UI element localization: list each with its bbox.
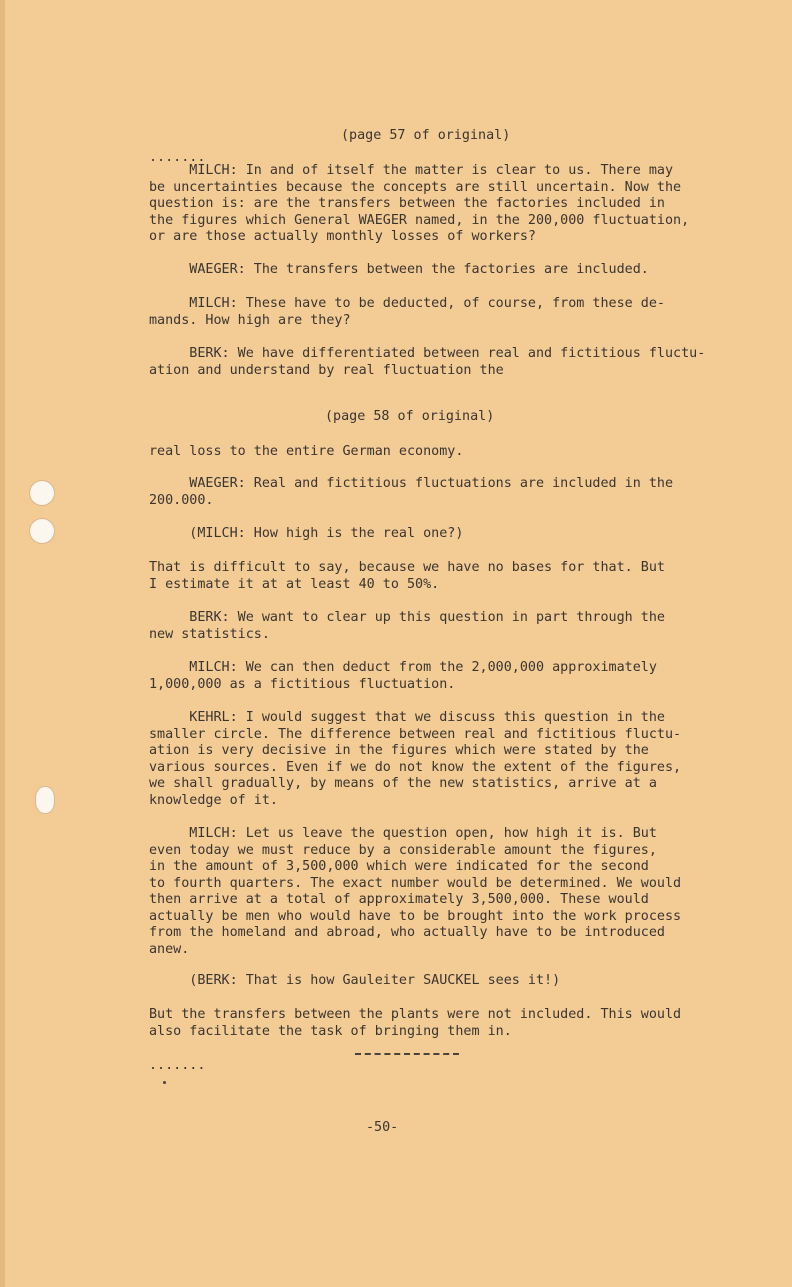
stray-mark xyxy=(163,1081,166,1084)
paragraph-milch-4: MILCH: Let us leave the question open, how high it is. But even today we must reduce by a considerable amount the figures, in the amount of 3,500,000 which were indicated for the second to fourth quarters. The exact number would be determined. We would then arrive at a total of approximately 3,500,000. These would actually be men who would have to be brought into the work process from the homeland and abroad, who actually have to be introduced anew. xyxy=(149,826,682,957)
paragraph-milch-2: MILCH: These have to be deducted, of course, from these de- mands. How high are they? xyxy=(149,296,665,328)
page-header-57: (page 57 of original) xyxy=(341,128,511,143)
paragraph-berk-2: BERK: We want to clear up this question in part through the new statistics. xyxy=(149,610,665,642)
paragraph-final: But the transfers between the plants were not included. This would also facilitate the task of bringing them in. xyxy=(149,1007,682,1039)
paragraph-kehrl: KEHRL: I would suggest that we discuss this question in the smaller circle. The difference between real and fictitious fluctu- ation is very decisive in the figures which were stated by the various sources. Even if we do not know the extent of the figures, we shall gradually, by means of the new statistics, arrive at a knowledge of it. xyxy=(149,710,682,808)
paragraph-berk-3: (BERK: That is how Gauleiter SAUCKEL sees it!) xyxy=(149,973,561,988)
ellipsis-bottom: ....... xyxy=(149,1058,206,1073)
paragraph-continuation: real loss to the entire German economy. xyxy=(149,444,464,459)
paragraph-milch-question: (MILCH: How high is the real one?) xyxy=(149,526,464,541)
paragraph-waeger-1: WAEGER: The transfers between the factories are included. xyxy=(149,262,649,277)
punch-hole xyxy=(29,518,55,544)
punch-hole xyxy=(35,786,55,814)
paragraph-berk-1: BERK: We have differentiated between real and fictitious fluctu- ation and understand by real fluctuation the xyxy=(149,346,706,378)
paragraph-answer: That is difficult to say, because we have no bases for that. But I estimate it at at least 40 to 50%. xyxy=(149,560,665,592)
ellipsis-top: ....... xyxy=(149,150,206,165)
page-number: -50- xyxy=(366,1120,399,1135)
page-header-58: (page 58 of original) xyxy=(325,409,495,424)
punch-hole xyxy=(29,480,55,506)
section-divider xyxy=(355,1053,459,1055)
paper-edge xyxy=(0,0,5,1287)
paragraph-milch-3: MILCH: We can then deduct from the 2,000,000 approximately 1,000,000 as a fictitious fluctuation. xyxy=(149,660,657,692)
paragraph-milch-1: MILCH: In and of itself the matter is clear to us. There may be uncertainties because the concepts are still uncertain. Now the question is: are the transfers between the factories included in the figures which General WAEGER named, in the 200,000 fluctuation, or are those actually monthly losses of workers? xyxy=(149,163,690,244)
paragraph-waeger-2: WAEGER: Real and fictitious fluctuations are included in the 200.000. xyxy=(149,476,674,508)
